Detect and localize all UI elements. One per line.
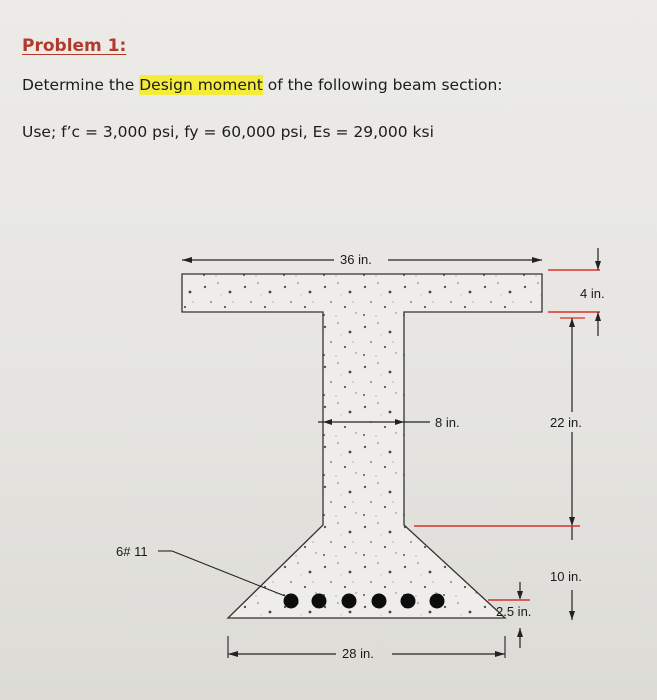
statement-after: of the following beam section: <box>262 76 503 94</box>
web-height-label: 22 in. <box>550 415 582 430</box>
given-values: Use; f’c = 3,000 psi, fy = 60,000 psi, Es = 29,000 ksi <box>22 123 434 141</box>
rebar-circle <box>342 594 357 609</box>
bottom-width-label: 28 in. <box>342 646 374 661</box>
cover-label: 2.5 in. <box>496 604 532 619</box>
beam-outline <box>182 274 542 618</box>
rebar-circle <box>430 594 445 609</box>
flange-thickness-label: 4 in. <box>580 286 605 301</box>
rebar-circle <box>312 594 327 609</box>
web-width-label: 8 in. <box>435 415 460 430</box>
rebar-circle <box>284 594 299 609</box>
rebar-label: 6# 11 <box>116 544 148 559</box>
bulb-height-label: 10 in. <box>550 569 582 584</box>
rebar-circle <box>372 594 387 609</box>
rebar-circle <box>401 594 416 609</box>
statement-before: Determine the <box>22 76 140 94</box>
problem-title: Problem 1: <box>22 36 127 56</box>
flange-width-label: 36 in. <box>340 252 372 267</box>
statement-highlight: Design moment <box>139 76 263 94</box>
